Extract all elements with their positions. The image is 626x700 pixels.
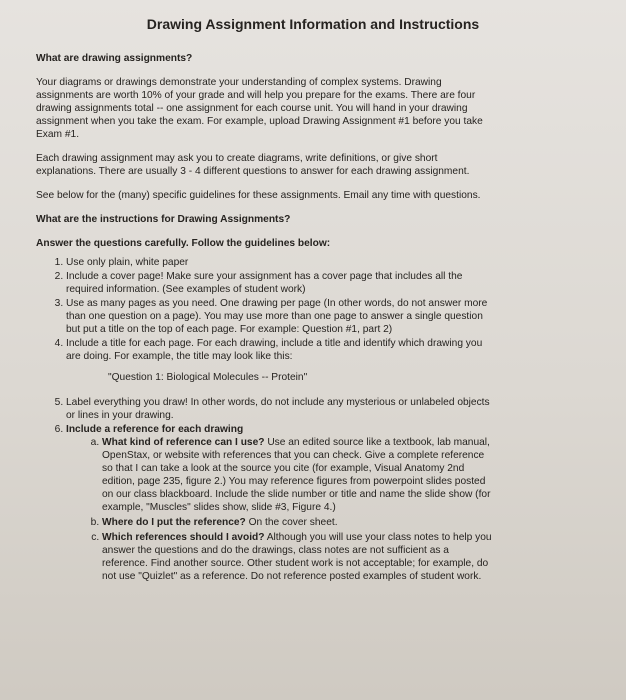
reference-answer: Although you will use your class notes to help you answer the questions and do the drawings, class notes are not sufficient as a reference. Find another source. Other student work is not acceptable; for example, do not use "Quizlet" as a reference. Do not reference posted examples of student work. (102, 532, 492, 582)
reference-sublist (66, 436, 496, 583)
guideline-text: Include a reference for each drawing (66, 424, 244, 435)
guideline-item (66, 270, 496, 296)
guideline-item (66, 337, 496, 384)
reference-question: What kind of reference can I use? (102, 437, 265, 448)
guideline-item (66, 423, 496, 583)
guideline-item (66, 297, 496, 336)
reference-question: Where do I put the reference? (102, 517, 246, 528)
section-subheading: Answer the questions carefully. Follow the guidelines below: (36, 238, 331, 249)
document-body (36, 52, 496, 585)
paragraph-assignment-content: Each drawing assignment may ask you to create diagrams, write definitions, or give short explanations. There are usually 3 - 4 different questions to answer for each drawing assignment. (36, 153, 470, 177)
reference-item (102, 531, 496, 583)
guideline-text: Include a cover page! Make sure your assignment has a cover page that includes all the required information. (See examples of student work) (66, 271, 463, 295)
guideline-text: Use as many pages as you need. One drawing per page (In other words, do not answer more than one question on a page). You may use more than one page to answer a single question but put a title on the top of each page. For example: Question #1, part 2) (66, 298, 488, 335)
guideline-text: Include a title for each page. For each drawing, include a title and identify which drawing you are doing. For example, the title may look like this: (66, 338, 483, 362)
guideline-text: Use only plain, white paper (66, 257, 189, 268)
guideline-item (66, 396, 496, 422)
page-title: Drawing Assignment Information and Instructions (146, 16, 480, 32)
guideline-text: Label everything you draw! In other words, do not include any mysterious or unlabeled objects or lines in your drawing. (66, 397, 490, 421)
paragraph-overview: Your diagrams or drawings demonstrate your understanding of complex systems. Drawing assignments are worth 10% of your grade and will help you prepare for the exams. There are four drawing assignments total -- one assignment for each course unit. You will hand in your drawing assignment when you take the exam. For example, upload Drawing Assignment #1 before you take Exam #1. (36, 77, 483, 140)
example-title-quote: "Question 1: Biological Molecules -- Protein" (108, 372, 308, 383)
section-heading-instructions: What are the instructions for Drawing Assignments? (36, 214, 291, 225)
reference-item (102, 516, 496, 529)
reference-answer: On the cover sheet. (245, 517, 338, 528)
reference-question: Which references should I avoid? (102, 532, 265, 543)
guidelines-list (36, 256, 496, 583)
reference-answer: Use an edited source like a textbook, lab manual, OpenStax, or website with references that you can check. Give a complete reference so that I can take a look at the source you cite (for example, Visual Anatomy 2nd edition, page 235, figure 2.) You may reference figures from powerpoint slides posted on our class blackboard. Include the slide number or title and name the slide show (for example, "Muscles" slides show, slide #3, Figure 4.) (102, 437, 491, 513)
guideline-item (66, 256, 496, 269)
paragraph-guidelines-note: See below for the (many) specific guidelines for these assignments. Email any time with questions. (36, 190, 481, 201)
reference-item (102, 436, 496, 514)
section-heading-what-are: What are drawing assignments? (36, 53, 193, 64)
